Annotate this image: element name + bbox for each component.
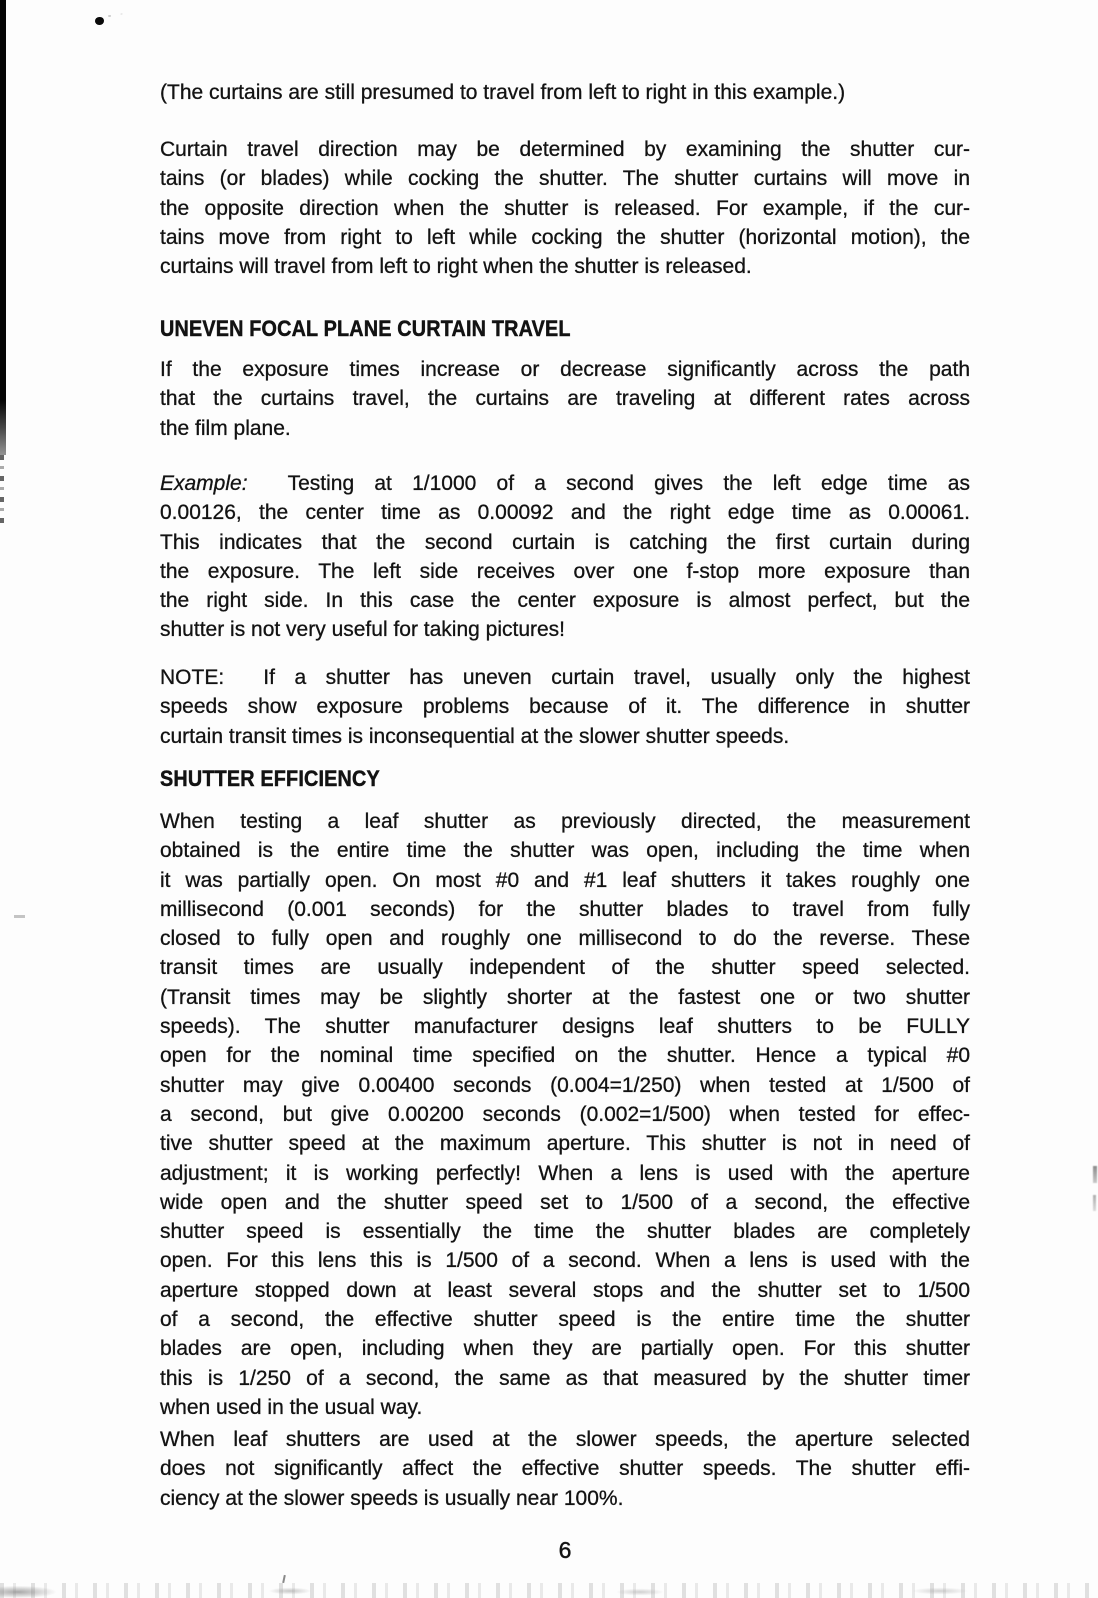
text-line: curtain transit times is inconsequential at the slower shutter speeds. xyxy=(160,724,790,748)
text-line: If the exposure times increase or decrease significantly across the path xyxy=(160,358,970,381)
slow-speeds-paragraph xyxy=(160,1425,970,1513)
text-line: NOTE: If a shutter has uneven curtain travel, usually only the highest xyxy=(160,666,970,689)
text-line: open for the nominal time specified on the shutter. Hence a typical #0 xyxy=(160,1044,970,1068)
text-line: speeds show exposure problems because of it. The difference in shutter xyxy=(160,695,970,719)
scan-noise-strip xyxy=(0,1583,1098,1598)
uneven-heading-text: UNEVEN FOCAL PLANE CURTAIN TRAVEL xyxy=(160,316,571,341)
text-line: (The curtains are still presumed to travel from left to right in this example.) xyxy=(160,81,846,104)
text-line: wide open and the shutter speed set to 1/500 of a second, the effective xyxy=(160,1190,970,1214)
text-line: shutter is not very useful for taking pictures! xyxy=(160,618,566,642)
scan-mark-right xyxy=(1093,1195,1096,1211)
text-line: tains move from right to left while cocking the shutter (horizontal motion), the xyxy=(160,225,970,249)
emphasis-text: Example: xyxy=(160,472,248,495)
example-paragraph xyxy=(160,469,970,645)
text-line: tains (or blades) while cocking the shutter. The shutter curtains will move in xyxy=(160,167,970,191)
text-line: tive shutter speed at the maximum aperture. This shutter is not in need of xyxy=(160,1132,970,1156)
text-line: the right side. In this case the center exposure is almost perfect, but the xyxy=(160,589,970,613)
text-line: adjustment; it is working perfectly! When a lens is used with the aperture xyxy=(160,1161,970,1185)
text-line: when used in the usual way. xyxy=(160,1395,423,1419)
efficiency-heading xyxy=(160,766,970,792)
text-line: (Transit times may be slightly shorter at the fastest one or two shutter xyxy=(160,985,970,1009)
text-line: Example: Testing at 1/1000 of a second gives the left edge time as xyxy=(160,472,970,495)
text-line: aperture stopped down at least several stops and the shutter set to 1/500 xyxy=(160,1278,970,1302)
text-line: open. For this lens this is 1/500 of a second. When a lens is used with the xyxy=(160,1249,970,1273)
text-line: of a second, the effective shutter speed is the entire time the shutter xyxy=(160,1308,970,1332)
efficiency-paragraph xyxy=(160,807,970,1422)
text-line: shutter may give 0.00400 seconds (0.004=1/250) when tested at 1/500 of xyxy=(160,1073,970,1097)
note-paragraph xyxy=(160,663,970,751)
scan-tick-mark xyxy=(282,1575,286,1583)
text-line: This indicates that the second curtain is catching the first curtain during xyxy=(160,530,970,554)
text-line: When testing a leaf shutter as previously directed, the measurement xyxy=(160,810,970,833)
text-line: does not significantly affect the effective shutter speeds. The shutter effi- xyxy=(160,1457,970,1481)
text-line: speeds). The shutter manufacturer designs leaf shutters to be FULLY xyxy=(160,1015,970,1039)
intro-note xyxy=(160,78,970,107)
scan-mark-left xyxy=(14,915,25,918)
text-line: When leaf shutters are used at the slower speeds, the aperture selected xyxy=(160,1428,970,1451)
curtain-direction-paragraph xyxy=(160,135,970,281)
text-line: the film plane. xyxy=(160,416,291,440)
text-line: shutter speed is essentially the time the shutter blades are completely xyxy=(160,1220,970,1244)
text-line: this is 1/250 of a second, the same as that measured by the shutter timer xyxy=(160,1366,970,1390)
text-line: it was partially open. On most #0 and #1 leaf shutters it takes roughly one xyxy=(160,868,970,892)
text-line: closed to fully open and roughly one millisecond to do the reverse. These xyxy=(160,927,970,951)
scan-edge-bar xyxy=(0,0,6,455)
text-line: 0.00126, the center time as 0.00092 and the right edge time as 0.00061. xyxy=(160,501,970,525)
text-line: transit times are usually independent of the shutter speed selected. xyxy=(160,956,970,980)
page-number: 6 xyxy=(558,1537,572,1563)
text-line: millisecond (0.001 seconds) for the shutter blades to travel from fully xyxy=(160,897,970,921)
text-line: ciency at the slower speeds is usually near 100%. xyxy=(160,1486,624,1510)
scan-mark-right xyxy=(1093,1166,1097,1183)
text-line: the opposite direction when the shutter is released. For example, if the cur- xyxy=(160,196,970,220)
ink-dot xyxy=(95,17,104,25)
text-line: the exposure. The left side receives over one f-stop more exposure than xyxy=(160,559,970,583)
text-line: a second, but give 0.00200 seconds (0.002=1/500) when tested for effec- xyxy=(160,1102,970,1126)
text-line: obtained is the entire time the shutter was open, including the time when xyxy=(160,839,970,863)
text-line: that the curtains travel, the curtains are traveling at different rates across xyxy=(160,387,970,411)
scan-edge-bar-tail xyxy=(0,455,4,525)
efficiency-heading-text: SHUTTER EFFICIENCY xyxy=(160,766,380,791)
text-line: curtains will travel from left to right when the shutter is released. xyxy=(160,255,752,279)
uneven-paragraph xyxy=(160,355,970,443)
text-line: Curtain travel direction may be determined by examining the shutter cur- xyxy=(160,138,970,161)
uneven-heading xyxy=(160,316,970,342)
text-line: blades are open, including when they are partially open. For this shutter xyxy=(160,1337,970,1361)
